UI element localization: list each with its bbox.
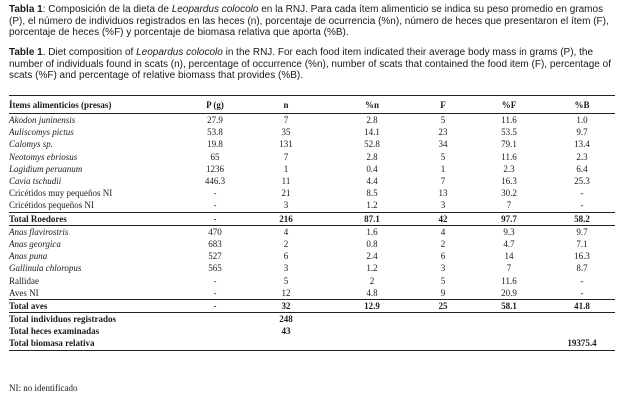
cell-pn: 8.5 xyxy=(366,188,378,199)
caption-english-label: Table 1 xyxy=(9,47,43,58)
cell-n: 2 xyxy=(283,238,289,249)
caption-english-text-end: in the RNJ. For each food item indicated their average body mass in grams (P), the number of individuals found in scats (n), percentage of occurrence (%n), number of scats that contained the food item (F), percentage of scats (%F) and percentage of relative biomass that provides (%B). xyxy=(9,47,611,82)
cell-pb: 8.7 xyxy=(576,263,588,274)
cell-pb: 16.3 xyxy=(574,251,590,262)
row-label: Akodon juninensis xyxy=(9,115,76,126)
caption-spanish-label: Tabla 1 xyxy=(9,4,43,15)
table-row xyxy=(9,313,615,326)
cell-pf: 11.6 xyxy=(501,275,517,286)
cell-p: 65 xyxy=(210,151,220,162)
caption-spanish-species: Leopardus colocolo xyxy=(171,4,259,15)
table-row xyxy=(9,325,615,337)
cell-pn: 1.2 xyxy=(366,263,378,274)
cell-p: 470 xyxy=(208,226,222,237)
row-label: Neotomys ebriosus xyxy=(9,151,78,162)
cell-pb: 58.2 xyxy=(549,212,615,225)
cell-f: 34 xyxy=(438,139,448,150)
row-label: Aves NI xyxy=(9,287,39,298)
caption-english-species: Leopardus colocolo xyxy=(136,47,223,58)
cell-f: 4 xyxy=(440,226,446,237)
footnote: NI: no identificado xyxy=(9,383,78,393)
cell-pb: - xyxy=(580,188,584,199)
cell-p: 19.8 xyxy=(207,139,223,150)
header-n: n xyxy=(245,96,327,114)
cell-n: 21 xyxy=(281,188,291,199)
row-label: Cricétidos muy pequeños NI xyxy=(9,188,113,199)
table-row xyxy=(9,187,615,199)
cell-n: 4 xyxy=(283,226,289,237)
cell-pn: 1.6 xyxy=(366,226,378,237)
table-row xyxy=(9,114,615,127)
cell-pf: 9.3 xyxy=(503,226,515,237)
cell-pf: 11.6 xyxy=(501,115,517,126)
cell-pn: 4.8 xyxy=(366,287,378,298)
cell-f xyxy=(417,313,469,326)
cell-p: 683 xyxy=(208,238,222,249)
cell-pf: 16.3 xyxy=(501,176,517,187)
cell-pb: - xyxy=(580,275,584,286)
header-items: Ítems alimenticios (presas) xyxy=(9,96,185,114)
cell-f: 9 xyxy=(440,287,446,298)
table-row xyxy=(9,274,615,286)
cell-pn: 0.8 xyxy=(366,238,378,249)
cell-p: - xyxy=(213,200,217,211)
cell-pb: - xyxy=(580,287,584,298)
cell-n: 3 xyxy=(283,200,289,211)
cell-pf: 30.2 xyxy=(501,188,517,199)
cell-p xyxy=(185,313,245,326)
row-label: Total biomasa relativa xyxy=(9,337,185,350)
row-label: Lagidium peruanum xyxy=(9,163,83,174)
cell-f: 23 xyxy=(438,127,448,138)
caption-spanish xyxy=(9,4,615,39)
row-label: Anas flavirostris xyxy=(9,226,69,237)
cell-f: 13 xyxy=(438,188,448,199)
cell-p: 27.9 xyxy=(207,115,223,126)
row-label: Total heces examinadas xyxy=(9,326,100,337)
row-label: Cricétidos pequeños NI xyxy=(9,200,94,211)
row-label: Anas puna xyxy=(9,251,48,262)
header-percent-f: %F xyxy=(469,96,549,114)
cell-pf: 4.7 xyxy=(503,238,515,249)
header-percent-n: %n xyxy=(327,96,417,114)
cell-pf: 14 xyxy=(504,251,514,262)
cell-pf: 79.1 xyxy=(501,139,517,150)
cell-p: 53.8 xyxy=(207,127,223,138)
table-row xyxy=(9,238,615,250)
cell-pb xyxy=(549,325,615,337)
cell-pn: 4.4 xyxy=(366,176,378,187)
cell-n: 216 xyxy=(245,212,327,225)
cell-n: 248 xyxy=(279,314,293,325)
cell-pf xyxy=(469,337,549,350)
caption-english-text-start: . Diet composition of xyxy=(42,47,137,58)
table-row xyxy=(9,337,615,350)
row-label: Total aves xyxy=(9,299,185,312)
table-row xyxy=(9,126,615,138)
cell-pb: 9.7 xyxy=(576,127,588,138)
row-label: Total Roedores xyxy=(9,212,185,225)
row-label: Total individuos registrados xyxy=(9,314,117,325)
cell-pn: 14.1 xyxy=(364,127,380,138)
cell-pn: 2 xyxy=(369,275,375,286)
table-row xyxy=(9,250,615,262)
table-row xyxy=(9,262,615,274)
table-row xyxy=(9,151,615,163)
cell-pb: 9.7 xyxy=(576,226,588,237)
cell-f: 6 xyxy=(440,251,446,262)
cell-pf: 97.7 xyxy=(469,212,549,225)
cell-p: - xyxy=(185,212,245,225)
row-label: Anas georgica xyxy=(9,238,61,249)
cell-pn: 1.2 xyxy=(366,200,378,211)
cell-pb xyxy=(549,313,615,326)
cell-pb: 25.3 xyxy=(574,176,590,187)
cell-pn: 2.8 xyxy=(366,151,378,162)
cell-pb: - xyxy=(580,200,584,211)
caption-spanish-text-start: : Composición de la dieta de xyxy=(42,4,172,15)
cell-pf: 11.6 xyxy=(501,151,517,162)
header-f: F xyxy=(417,96,469,114)
row-label: Rallidae xyxy=(9,275,39,286)
cell-pf: 2.3 xyxy=(503,163,515,174)
cell-n: 3 xyxy=(283,263,289,274)
cell-f: 3 xyxy=(440,200,446,211)
table-row xyxy=(9,163,615,175)
cell-f: 2 xyxy=(440,238,446,249)
row-label: Gallinula chloropus xyxy=(9,263,82,274)
cell-pn: 52.8 xyxy=(364,139,380,150)
table-row xyxy=(9,175,615,187)
row-label: Calomys sp. xyxy=(9,139,54,150)
cell-n: 35 xyxy=(281,127,291,138)
cell-p: - xyxy=(213,188,217,199)
cell-pn: 2.8 xyxy=(366,115,378,126)
cell-pb: 13.4 xyxy=(574,139,590,150)
cell-pf xyxy=(469,313,549,326)
table-row xyxy=(9,199,615,212)
cell-pf xyxy=(469,325,549,337)
cell-n: 32 xyxy=(245,299,327,312)
cell-pb: 2.3 xyxy=(576,151,588,162)
cell-n: 7 xyxy=(283,151,289,162)
header-weight: P (g) xyxy=(185,96,245,114)
cell-pf: 7 xyxy=(506,200,512,211)
cell-p: 1236 xyxy=(206,163,224,174)
cell-n: 1 xyxy=(283,163,289,174)
cell-n: 7 xyxy=(283,115,289,126)
row-label: Cavia tschudii xyxy=(9,176,62,187)
cell-f: 25 xyxy=(417,299,469,312)
cell-p: - xyxy=(213,275,217,286)
cell-f: 7 xyxy=(440,176,446,187)
cell-pb: 41.8 xyxy=(549,299,615,312)
header-percent-b: %B xyxy=(549,96,615,114)
table-row xyxy=(9,212,615,225)
cell-pn xyxy=(327,325,417,337)
cell-pb: 7.1 xyxy=(576,238,588,249)
cell-p: 446.3 xyxy=(204,176,226,187)
table-body xyxy=(9,114,615,351)
cell-pn: 12.9 xyxy=(327,299,417,312)
cell-n: 5 xyxy=(283,275,289,286)
cell-n: 12 xyxy=(281,287,291,298)
cell-pf: 20.9 xyxy=(501,287,517,298)
cell-pf: 53.5 xyxy=(501,127,517,138)
cell-n xyxy=(245,337,327,350)
cell-f: 1 xyxy=(440,163,446,174)
cell-pf: 58.1 xyxy=(469,299,549,312)
cell-p xyxy=(185,325,245,337)
cell-p: - xyxy=(185,299,245,312)
table-row xyxy=(9,225,615,238)
cell-pf: 7 xyxy=(506,263,512,274)
cell-p: 527 xyxy=(208,251,222,262)
table-row xyxy=(9,299,615,312)
cell-p: - xyxy=(213,287,217,298)
cell-n: 11 xyxy=(281,176,291,187)
cell-pn: 2.4 xyxy=(366,251,378,262)
cell-pn: 0.4 xyxy=(366,163,378,174)
cell-pb: 1.0 xyxy=(576,115,588,126)
table-row xyxy=(9,138,615,150)
cell-n: 43 xyxy=(281,326,291,337)
cell-pb: 6.4 xyxy=(576,163,588,174)
cell-pn: 87.1 xyxy=(327,212,417,225)
cell-p: 565 xyxy=(208,263,222,274)
cell-f xyxy=(417,325,469,337)
cell-f: 42 xyxy=(417,212,469,225)
cell-f: 5 xyxy=(440,275,446,286)
table-header-row xyxy=(9,96,615,114)
cell-p xyxy=(185,337,245,350)
diet-table xyxy=(9,95,615,351)
cell-f xyxy=(417,337,469,350)
caption-spanish-text-end: en la RNJ. Para cada ítem alimenticio se indica su peso promedio en gramos (P), el número de individuos registrados en las heces (n), porcentaje de ocurrencia (%n), número de heces que presentaron el ítem (F), porcentaje de heces (%F) y porcentaje de biomasa relativa que aporta (%B). xyxy=(9,4,609,39)
cell-n: 6 xyxy=(283,251,289,262)
caption-english xyxy=(9,47,615,82)
row-label: Auliscomys pictus xyxy=(9,127,74,138)
cell-pn xyxy=(327,313,417,326)
cell-f: 5 xyxy=(440,151,446,162)
cell-pb: 19375.4 xyxy=(549,337,615,350)
cell-pn xyxy=(327,337,417,350)
cell-f: 3 xyxy=(440,263,446,274)
cell-f: 5 xyxy=(440,115,446,126)
cell-n: 131 xyxy=(279,139,293,150)
table-row xyxy=(9,287,615,300)
